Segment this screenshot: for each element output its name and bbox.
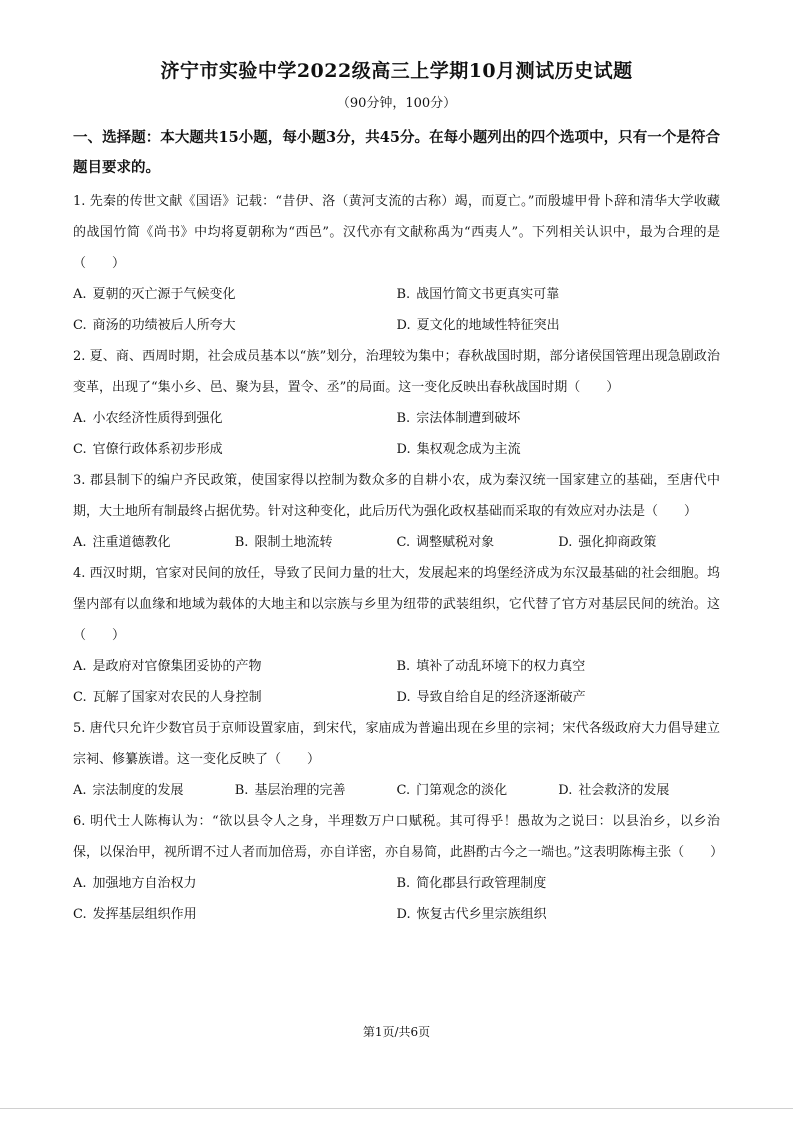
option-b: B. 宗法体制遭到破坏 bbox=[396, 411, 521, 426]
question-stem: 4. 西汉时期，官家对民间的放任，导致了民间力量的壮大，发展起来的坞堡经济成为东汉最基础的社会细胞。坞堡内部有以血缘和地域为载体的大地主和以宗族与乡里为纽带的武装组织，它代替了官方对基层民间的统治。这（ ） bbox=[73, 566, 720, 643]
question-stem: 6. 明代士人陈梅认为：“欲以县令人之身，半理数万户口赋税。其可得乎！愚故为之说曰：以县治乡，以乡治保，以保治甲，视所谓不过人者而加倍焉，亦自详密，亦自易简，此斟酌古今之一端也。”这表明陈梅主张（ ） bbox=[73, 814, 724, 860]
question-1 bbox=[73, 186, 720, 341]
option-c: C. 商汤的功绩被后人所夸大 bbox=[73, 318, 236, 333]
bottom-divider bbox=[0, 1108, 793, 1109]
question-stem: 1. 先秦的传世文献《国语》记载：“昔伊、洛（黄河支流的古称）竭，而夏亡。”而殷墟甲骨卜辞和清华大学收藏的战国竹简《尚书》中均将夏朝称为“西邑”。汉代亦有文献称禹为“西夷人”。下列相关认识中，最为合理的是（ ） bbox=[73, 194, 720, 271]
option-c: C. 官僚行政体系初步形成 bbox=[73, 442, 223, 457]
option-b: B. 填补了动乱环境下的权力真空 bbox=[396, 659, 586, 674]
option-d: D. 夏文化的地域性特征突出 bbox=[396, 318, 560, 333]
option-c: C. 发挥基层组织作用 bbox=[73, 907, 197, 922]
option-a: A. 注重道德教化 bbox=[73, 535, 171, 550]
option-b: B. 战国竹简文书更真实可靠 bbox=[396, 287, 560, 302]
question-stem: 3. 郡县制下的编户齐民政策，使国家得以控制为数众多的自耕小农，成为秦汉统一国家建立的基础，至唐代中期，大土地所有制最终占据优势。针对这种变化，此后历代为强化政权基础而采取的有效应对办法是（ ） bbox=[73, 473, 720, 519]
option-d: D. 社会救济的发展 bbox=[558, 783, 670, 798]
option-a: A. 小农经济性质得到强化 bbox=[73, 411, 223, 426]
option-c: C. 瓦解了国家对农民的人身控制 bbox=[73, 690, 262, 705]
option-a: A. 加强地方自治权力 bbox=[73, 876, 197, 891]
option-list bbox=[73, 868, 720, 930]
question-stem: 2. 夏、商、西周时期，社会成员基本以“族”划分，治理较为集中；春秋战国时期，部分诸侯国管理出现急剧政治变革，出现了“集小乡、邑、聚为县，置令、丞”的局面。这一变化反映出春秋战国时期（ ） bbox=[73, 349, 720, 395]
question-4 bbox=[73, 558, 720, 713]
option-b: B. 简化郡县行政管理制度 bbox=[396, 876, 547, 891]
option-a: A. 夏朝的灭亡源于气候变化 bbox=[73, 287, 236, 302]
option-b: B. 限制土地流转 bbox=[234, 535, 333, 550]
question-5 bbox=[73, 713, 720, 806]
section-heading: 一、选择题：本大题共15小题，每小题3分，共45分。在每小题列出的四个选项中，只有一个是符合题目要求的。 bbox=[73, 129, 720, 176]
option-c: C. 门第观念的淡化 bbox=[396, 783, 508, 798]
exam-subtitle: （90分钟，100分） bbox=[336, 96, 457, 111]
question-2 bbox=[73, 341, 720, 465]
option-list bbox=[73, 651, 720, 713]
option-list bbox=[73, 279, 720, 341]
question-6 bbox=[73, 806, 724, 930]
option-a: A. 宗法制度的发展 bbox=[73, 783, 184, 798]
question-stem: 5. 唐代只允许少数官员于京师设置家庙，到宋代，家庙成为普遍出现在乡里的宗祠；宋代各级政府大力倡导建立宗祠、修纂族谱。这一变化反映了（ ） bbox=[73, 721, 720, 767]
exam-title: 济宁市实验中学2022级高三上学期10月测试历史试题 bbox=[160, 60, 633, 82]
page-number: 第1页/共6页 bbox=[362, 1025, 431, 1039]
option-a: A. 是政府对官僚集团妥协的产物 bbox=[73, 659, 262, 674]
option-c: C. 调整赋税对象 bbox=[396, 535, 495, 550]
option-list bbox=[73, 527, 720, 558]
question-3 bbox=[73, 465, 720, 558]
option-d: D. 集权观念成为主流 bbox=[396, 442, 521, 457]
option-list bbox=[73, 775, 720, 806]
option-d: D. 恢复古代乡里宗族组织 bbox=[396, 907, 547, 922]
option-d: D. 强化抑商政策 bbox=[558, 535, 657, 550]
option-list bbox=[73, 403, 720, 465]
option-b: B. 基层治理的完善 bbox=[234, 783, 346, 798]
option-d: D. 导致自给自足的经济逐渐破产 bbox=[396, 690, 586, 705]
